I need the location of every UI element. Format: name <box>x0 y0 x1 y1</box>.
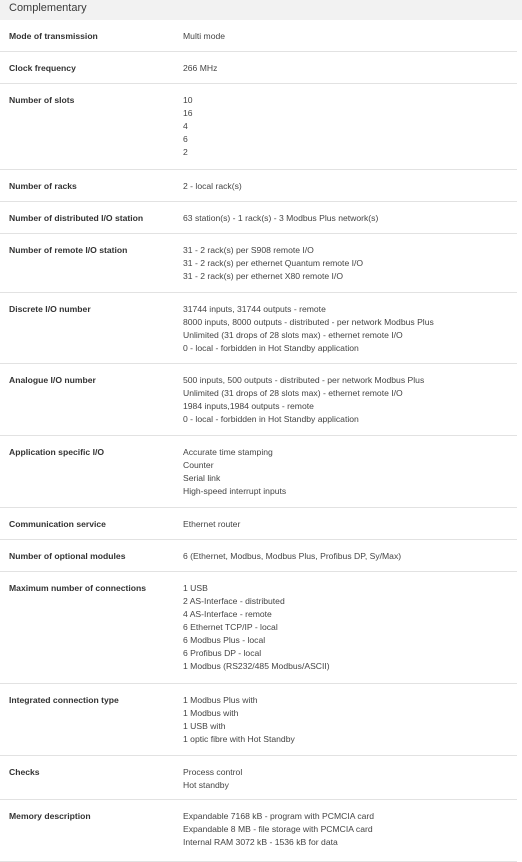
spec-label: Clock frequency <box>9 63 76 73</box>
spec-row <box>0 84 517 170</box>
spec-value-line: 2 AS-Interface - distributed <box>183 596 285 606</box>
spec-row <box>0 436 517 508</box>
spec-row <box>0 572 517 684</box>
spec-row <box>0 684 517 756</box>
spec-row <box>0 364 517 436</box>
spec-row <box>0 52 517 84</box>
spec-value-line: 2 <box>183 147 188 157</box>
spec-value-line: High-speed interrupt inputs <box>183 486 287 496</box>
spec-value-line: Hot standby <box>183 780 229 790</box>
spec-value-line: 0 - local - forbidden in Hot Standby application <box>183 343 359 353</box>
spec-value <box>183 62 513 75</box>
section-title: Complementary <box>9 2 87 14</box>
spec-value-line: 6 Ethernet TCP/IP - local <box>183 622 278 632</box>
spec-value-line: 4 <box>183 121 188 131</box>
spec-label: Number of remote I/O station <box>9 245 128 255</box>
spec-value-line: 6 Modbus Plus - local <box>183 635 266 645</box>
spec-value <box>183 94 513 159</box>
spec-label: Checks <box>9 767 40 777</box>
spec-value-line: 63 station(s) - 1 rack(s) - 3 Modbus Plus network(s) <box>183 213 379 223</box>
spec-value-line: 1 USB with <box>183 721 226 731</box>
spec-label: Mode of transmission <box>9 31 98 41</box>
spec-value-line: Unlimited (31 drops of 28 slots max) - ethernet remote I/O <box>183 330 403 340</box>
spec-value-line: 16 <box>183 108 193 118</box>
spec-label: Discrete I/O number <box>9 304 91 314</box>
spec-value-line: Accurate time stamping <box>183 447 273 457</box>
spec-value-line: 1 Modbus Plus with <box>183 695 258 705</box>
spec-row <box>0 293 517 364</box>
spec-value-line: Expandable 7168 kB - program with PCMCIA card <box>183 811 375 821</box>
spec-label: Number of distributed I/O station <box>9 213 144 223</box>
spec-value-line: 4 AS-Interface - remote <box>183 609 272 619</box>
spec-value-line: Serial link <box>183 473 221 483</box>
spec-row <box>0 234 517 293</box>
spec-value-line: Process control <box>183 767 243 777</box>
spec-value-line: Internal RAM 3072 kB - 1536 kB for data <box>183 837 338 847</box>
spec-value-line: Counter <box>183 460 214 470</box>
spec-value-line: 500 inputs, 500 outputs - distributed - per network Modbus Plus <box>183 375 425 385</box>
spec-label: Application specific I/O <box>9 447 105 457</box>
spec-value-line: 2 - local rack(s) <box>183 181 242 191</box>
spec-value-line: 0 - local - forbidden in Hot Standby application <box>183 414 359 424</box>
spec-value-line: 1 Modbus (RS232/485 Modbus/ASCII) <box>183 661 330 671</box>
spec-label: Number of slots <box>9 95 75 105</box>
spec-value-line: 1 Modbus with <box>183 708 239 718</box>
spec-row <box>0 756 517 800</box>
spec-value-line: Multi mode <box>183 31 226 41</box>
spec-value <box>183 694 513 746</box>
spec-value-line: 31 - 2 rack(s) per ethernet Quantum remote I/O <box>183 258 364 268</box>
spec-value <box>183 446 513 498</box>
spec-value-line: 8000 inputs, 8000 outputs - distributed - per network Modbus Plus <box>183 317 434 327</box>
spec-value <box>183 550 513 563</box>
spec-value-line: 1984 inputs,1984 outputs - remote <box>183 401 314 411</box>
spec-value-line: Ethernet router <box>183 519 241 529</box>
spec-value-line: 10 <box>183 95 193 105</box>
spec-row <box>0 540 517 572</box>
spec-value <box>183 518 513 531</box>
spec-row <box>0 800 517 862</box>
spec-value-line: 1 USB <box>183 583 208 593</box>
spec-row <box>0 508 517 540</box>
spec-value <box>183 374 513 426</box>
spec-value-line: 266 MHz <box>183 63 218 73</box>
spec-value-line: 6 <box>183 134 188 144</box>
spec-label: Integrated connection type <box>9 695 119 705</box>
spec-value <box>183 582 513 673</box>
spec-row <box>0 20 517 52</box>
section-header <box>0 0 522 20</box>
spec-label: Number of optional modules <box>9 551 126 561</box>
spec-value <box>183 212 513 225</box>
spec-label: Memory description <box>9 811 91 821</box>
spec-value <box>183 766 513 792</box>
spec-value-line: 31744 inputs, 31744 outputs - remote <box>183 304 326 314</box>
spec-value-line: 6 (Ethernet, Modbus, Modbus Plus, Profibus DP, Sy/Max) <box>183 551 402 561</box>
spec-label: Analogue I/O number <box>9 375 96 385</box>
spec-value-line: 31 - 2 rack(s) per ethernet X80 remote I/O <box>183 271 344 281</box>
spec-value-line: Unlimited (31 drops of 28 slots max) - ethernet remote I/O <box>183 388 403 398</box>
spec-label: Number of racks <box>9 181 77 191</box>
spec-value <box>183 30 513 43</box>
spec-row <box>0 202 517 234</box>
spec-label: Maximum number of connections <box>9 583 147 593</box>
spec-value <box>183 810 513 849</box>
spec-value <box>183 244 513 283</box>
spec-value-line: 6 Profibus DP - local <box>183 648 262 658</box>
spec-label: Communication service <box>9 519 106 529</box>
spec-value-line: 1 optic fibre with Hot Standby <box>183 734 295 744</box>
spec-value-line: Expandable 8 MB - file storage with PCMCIA card <box>183 824 373 834</box>
spec-row <box>0 170 517 202</box>
spec-value-line: 31 - 2 rack(s) per S908 remote I/O <box>183 245 314 255</box>
spec-value <box>183 303 513 355</box>
spec-value <box>183 180 513 193</box>
